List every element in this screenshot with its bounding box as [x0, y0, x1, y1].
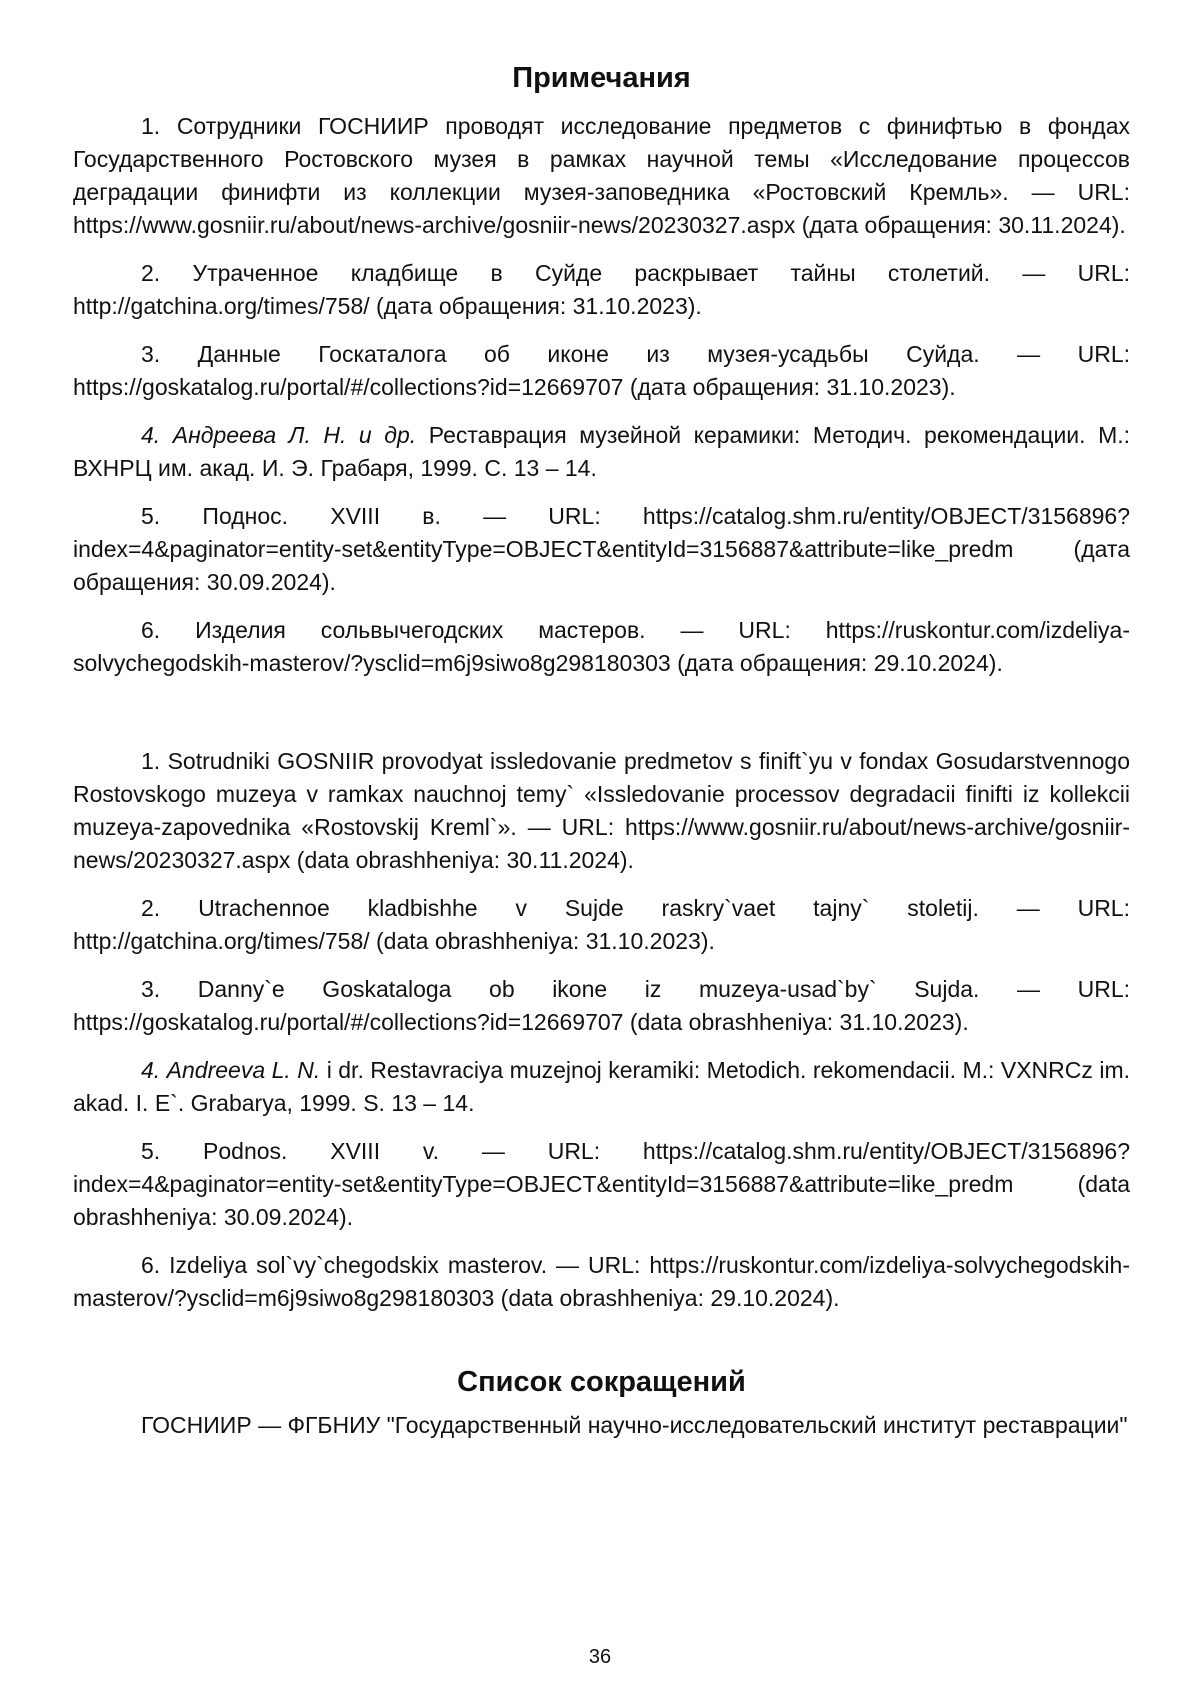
note-number: 2. — [141, 260, 161, 286]
note-text: Утраченное кладбище в Суйде раскрывает тайны столетий. — URL: http://gatchina.org/times/758/ (дата обращения: 31.10.2023). — [73, 260, 1131, 319]
note-number: 3. — [141, 976, 161, 1002]
note-item — [73, 973, 1130, 1039]
note-text: Поднос. XVIII в. — URL: https://catalog.shm.ru/entity/OBJECT/3156896?index=4&paginator=entity-set&entityType=OBJECT&entityId=3156887&attribute=like_predm (дата обращения: 30.09.2024). — [73, 503, 1131, 595]
note-item — [73, 110, 1130, 242]
note-item — [73, 614, 1130, 680]
note-text: Danny`e Goskataloga ob ikone iz muzeya-usad`by` Sujda. — URL: https://goskatalog.ru/portal/#/collections?id=12669707 (data obrashheniya: 31.10.2023). — [73, 976, 1131, 1035]
document-page — [73, 58, 1130, 1441]
note-item — [73, 1135, 1130, 1234]
note-text: Utrachennoe kladbishhe v Sujde raskry`vaet tajny` stoletij. — URL: http://gatchina.org/times/758/ (data obrashheniya: 31.10.2023). — [73, 895, 1130, 954]
abbreviations-heading: Список сокращений — [457, 1366, 746, 1398]
note-item — [73, 1249, 1130, 1315]
notes-list-transliterated — [73, 745, 1130, 1315]
note-text: Данные Госкаталога об иконе из музея-усадьбы Суйда. — URL: https://goskatalog.ru/portal/#/collections?id=12669707 (дата обращения: 31.10.2023). — [73, 341, 1131, 400]
note-text: Podnos. XVIII v. — URL: https://catalog.shm.ru/entity/OBJECT/3156896?index=4&paginator=entity-set&entityType=OBJECT&entityId=3156887&attribute=like_predm (data obrashheniya: 30.09.2024). — [73, 1138, 1131, 1230]
note-item — [73, 338, 1130, 404]
note-number: 6. — [141, 617, 161, 643]
note-item — [73, 745, 1130, 877]
page-number: 36 — [588, 1646, 612, 1668]
notes-list-russian — [73, 110, 1130, 680]
note-text: Sotrudniki GOSNIIR provodyat issledovanie predmetov s finift`yu v fondax Gosudarstvennogo Rostovskogo muzeya v ramkax nauchnoj temy` «Issledovanie processov degradacii finifti iz kollekcii muzeya-zapovednika «Rostovskij Kreml`». — URL: https://www.gosniir.ru/about/news-archive/gosniir-news/20230327.aspx (data obrashheniya: 30.11.2024). — [73, 748, 1131, 873]
note-text: Сотрудники ГОСНИИР проводят исследование предметов с финифтью в фондах Государственного Ростовского музея в рамках научной темы «Исследование процессов деградации финифти из коллекции музея-заповедника «Ростовский Кремль». — URL: https://www.gosniir.ru/about/news-archive/gosniir-news/20230327.aspx (дата обращения: 30.11.2024). — [73, 113, 1130, 238]
note-number: 3. — [141, 341, 161, 367]
note-item — [73, 500, 1130, 599]
abbreviation-item: ГОСНИИР — ФГБНИУ "Государственный научно-исследовательский институт реставрации" — [141, 1412, 1128, 1438]
section-gap — [73, 695, 1130, 745]
note-item — [73, 1054, 1130, 1120]
note-number: 5. — [141, 1138, 161, 1164]
note-number: 6. — [141, 1252, 161, 1278]
note-item — [73, 892, 1130, 958]
note-number: 2. — [141, 895, 161, 921]
note-number: 4. — [141, 1057, 161, 1083]
note-text: Реставрация музейной керамики: Методич. рекомендации. М.: ВХНРЦ им. акад. И. Э. Грабаря, 1999. С. 13 – 14. — [73, 422, 1131, 481]
note-number: 1. — [141, 113, 161, 139]
note-text: Izdeliya sol`vy`chegodskix masterov. — URL: https://ruskontur.com/izdeliya-solvychegodskih-masterov/?ysclid=m6j9siwo8g298180303 (data obrashheniya: 29.10.2024). — [73, 1252, 1130, 1311]
note-author: Андреева Л. Н. и др. — [172, 422, 417, 448]
note-number: 4. — [141, 422, 161, 448]
note-text: Изделия сольвычегодских мастеров. — URL: https://ruskontur.com/izdeliya-solvychegodskih-masterov/?ysclid=m6j9siwo8g298180303 (дата обращения: 29.10.2024). — [73, 617, 1130, 676]
note-number: 5. — [141, 503, 161, 529]
note-item — [73, 257, 1130, 323]
notes-heading: Примечания — [512, 62, 691, 94]
note-text: i dr. Restavraciya muzejnoj keramiki: Metodich. rekomendacii. M.: VXNRCz im. akad. I. E`. Grabarya, 1999. S. 13 – 14. — [73, 1057, 1131, 1116]
note-item — [73, 419, 1130, 485]
note-number: 1. — [141, 748, 161, 774]
note-author: Andreeva L. N. — [166, 1057, 321, 1083]
